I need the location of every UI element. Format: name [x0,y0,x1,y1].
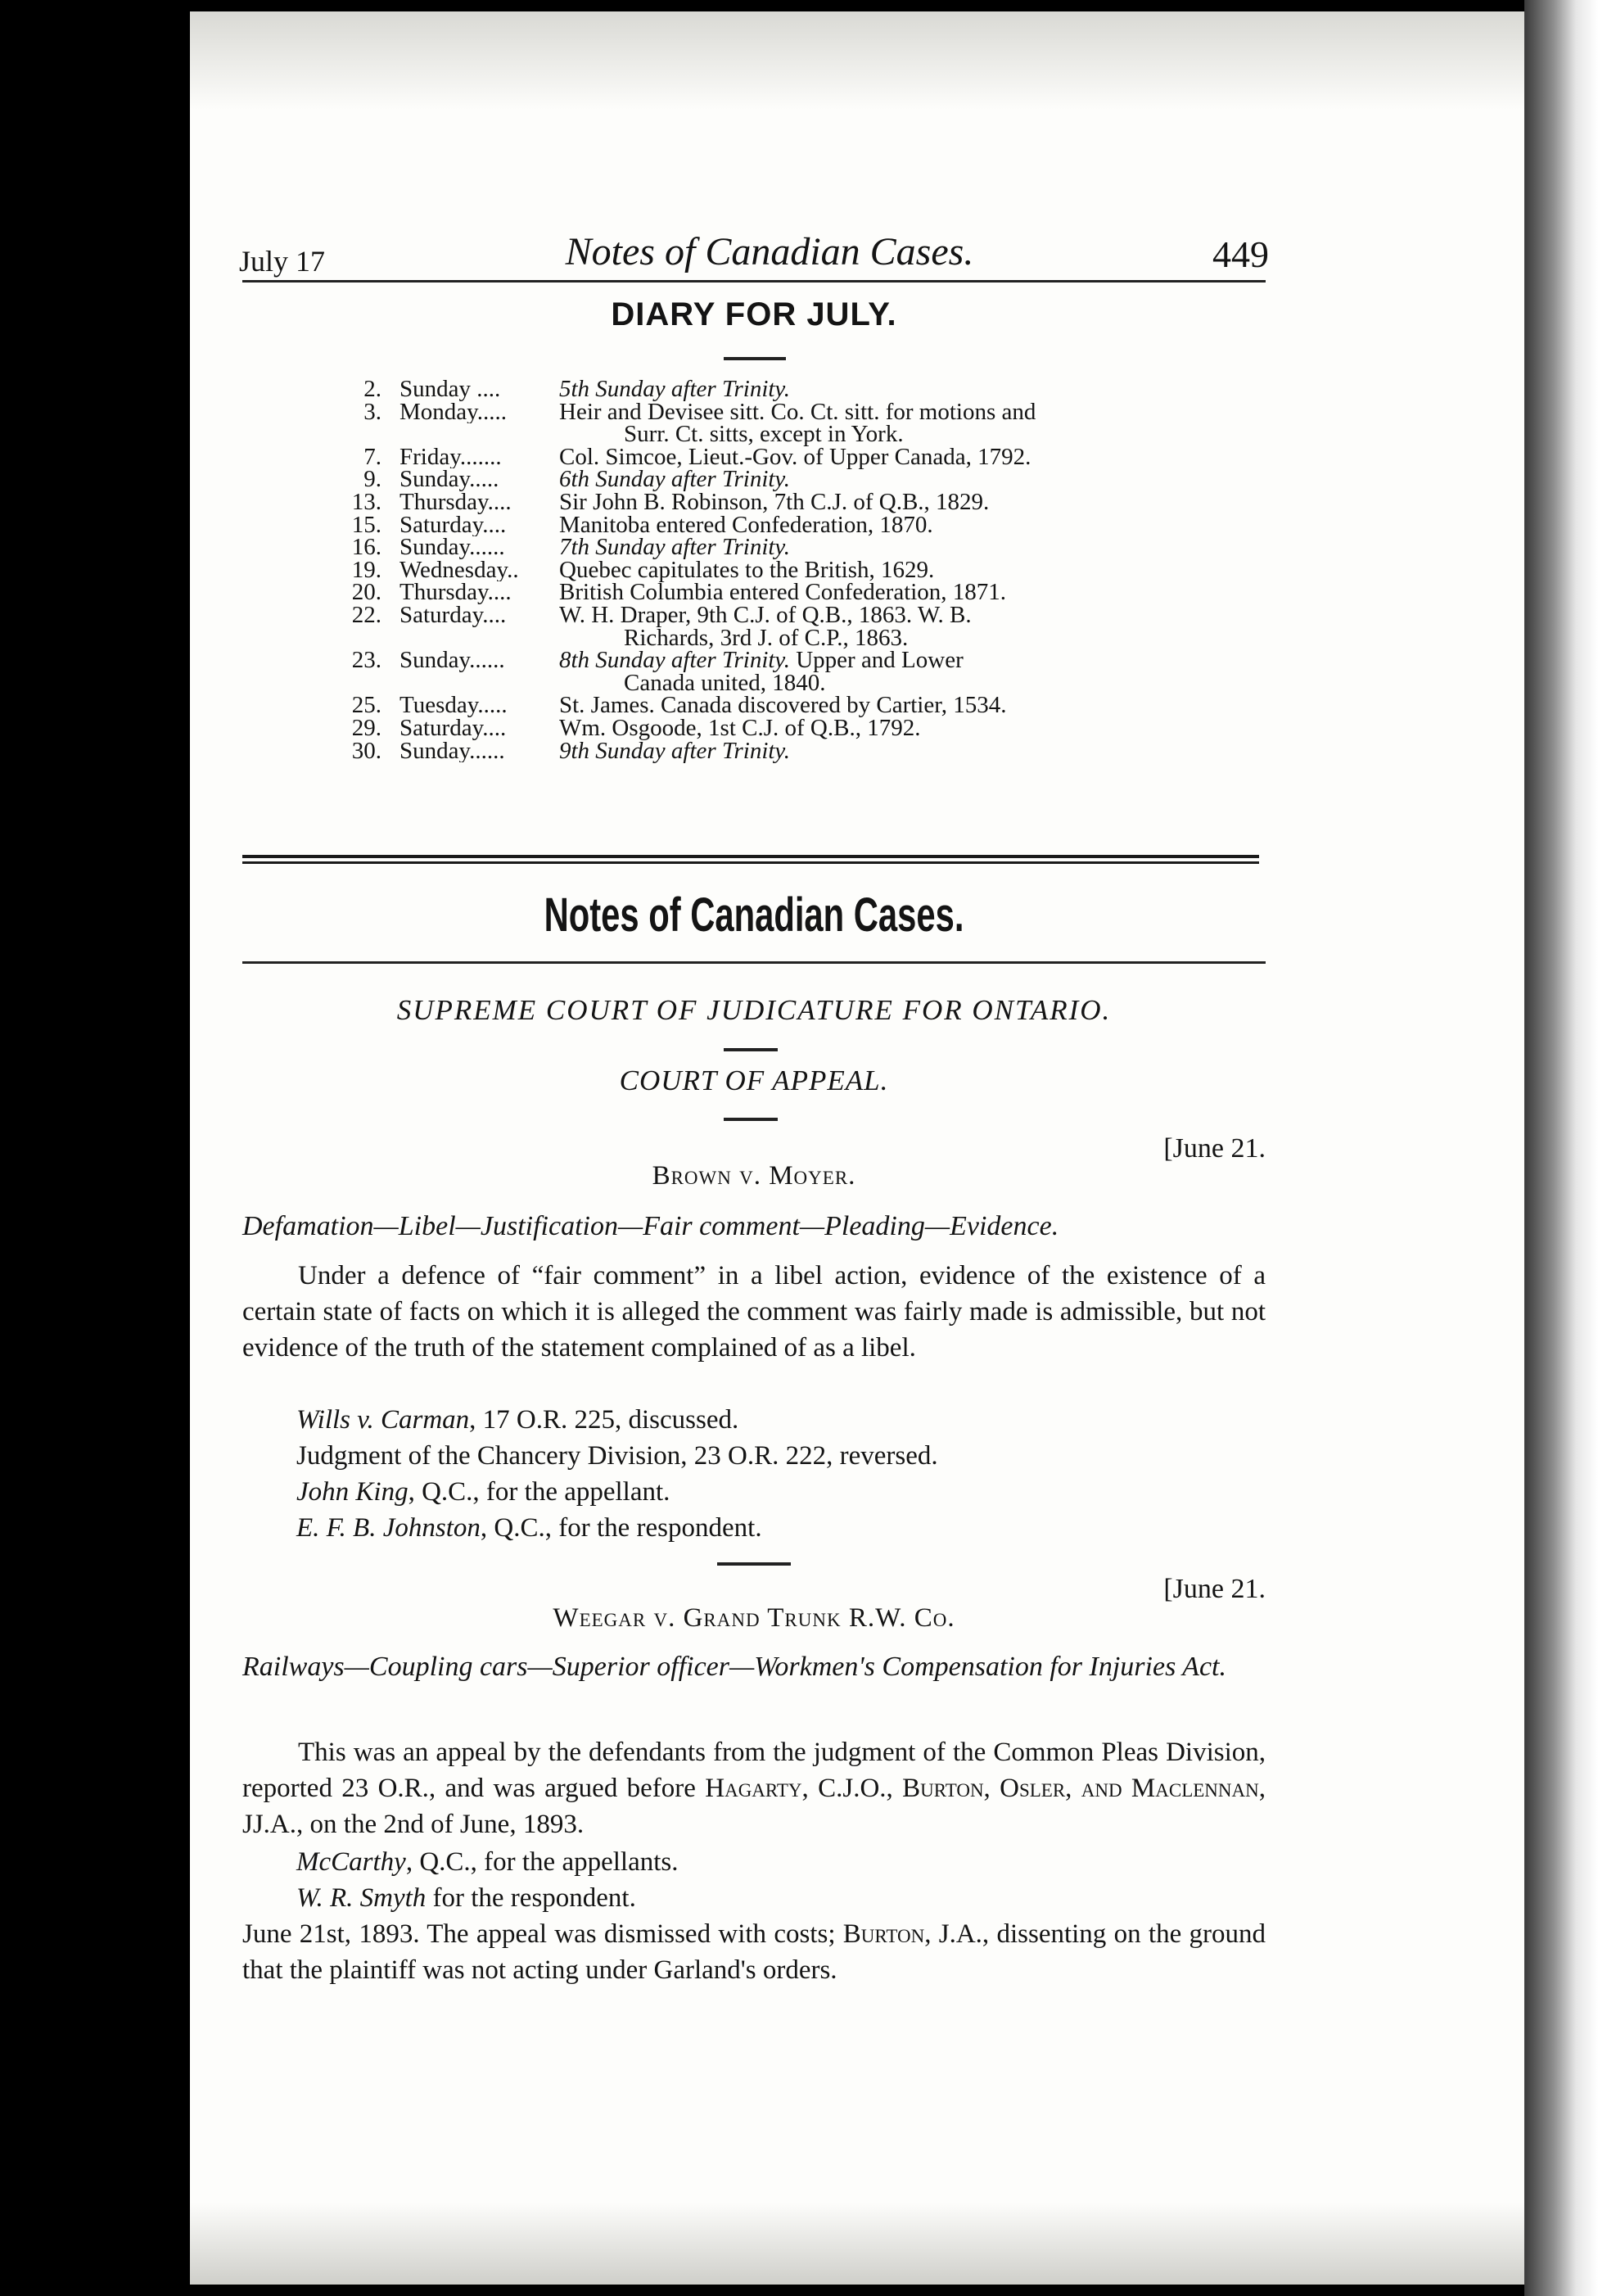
case2-counsel2-name: W. R. Smyth [296,1883,427,1913]
diary-entry-text [559,556,1203,583]
diary-entry-date: 7. [363,443,381,470]
case2-title: Weegar v. Grand Trunk R.W. Co. [553,1603,955,1633]
case1-citation-rest: , 17 O.R. 225, discussed. [469,1405,739,1435]
case1-counsel2-name: E. F. B. Johnston [296,1513,481,1543]
diary-entry-weekday: Sunday...... [400,649,505,672]
case2-counsel-appellant [296,1844,679,1880]
diary-entry-plain: W. H. Draper, 9th C.J. of Q.B., 1863. W. B. [559,601,972,628]
court-rule [724,1048,778,1051]
diary-entry-weekday: Monday..... [400,400,508,424]
diary-entry-date: 2. [363,376,381,402]
diary-entry-continuation [344,423,1203,446]
diary-entry-date: 15. [351,511,381,538]
header-rule [242,280,1266,282]
court-title: SUPREME COURT OF JUDICATURE FOR ONTARIO. [396,994,1112,1026]
diary-entry-text [559,601,1203,628]
diary-entry-text [559,378,1203,401]
diary-entry-plain: Manitoba entered Confederation, 1870. [559,511,933,538]
diary-entry-date: 9. [363,466,381,493]
diary-entry-text [559,443,1203,470]
scan-edge-right [1524,0,1598,2296]
case2-date: [June 21. [1163,1574,1266,1604]
diary-entry-weekday: Thursday.... [400,581,512,604]
case1-counsel1-rest: , Q.C., for the appellant. [408,1477,670,1507]
diary-entry-weekday: Friday....... [400,445,502,469]
scan-shadow-bottom [190,2203,1524,2285]
diary-entry-weekday: Thursday.... [400,490,512,514]
diary-entry-weekday: Sunday...... [400,739,505,763]
case2-body-a: This was an appeal by the defendants from the judgment of the Common Pleas Division, reported 23 O.R., and was argued before [242,1738,1266,1803]
diary-entry-plain: Wm. Osgoode, 1st C.J. of Q.B., 1792. [559,714,921,741]
double-rule [242,855,1259,864]
diary-entry-date: 20. [351,579,381,606]
diary-entry-weekday: Wednesday.. [400,558,519,582]
diary-entry-plain: Sir John B. Robinson, 7th C.J. of Q.B., 1829. [559,488,990,515]
diary-entry-weekday: Sunday..... [400,468,499,491]
court-subtitle: COURT OF APPEAL. [619,1064,889,1096]
diary-entry-date: 3. [363,398,381,425]
diary-entry-date: 16. [351,534,381,561]
diary-entry-plain: St. James. Canada discovered by Cartier, 1534. [559,692,1007,719]
diary-entry [344,511,1203,538]
case2-decision [242,1916,1266,1988]
diary-entry-text [559,536,1203,559]
diary-title-rule [724,357,786,360]
scan-shadow-top [190,11,1524,110]
diary-entry-date: 30. [351,737,381,764]
diary-entry-date: 29. [351,714,381,741]
case1-counsel-respondent [296,1510,762,1546]
case1-counsel2-rest: , Q.C., for the respondent. [480,1513,762,1543]
case1-citation [296,1402,738,1438]
diary-entry-plain: British Columbia entered Confederation, 1871. [559,579,1007,606]
diary-entry-weekday: Saturday.... [400,603,507,627]
diary-entry [344,714,1203,741]
diary-entry-continuation [344,669,1203,696]
diary-entry-date: 13. [351,488,381,515]
diary-entry-plain: Quebec capitulates to the British, 1629. [559,556,935,583]
diary-entry [344,649,1203,672]
running-header-title: Notes of Canadian Cases. [565,230,974,273]
diary-entry-italic: 9th Sunday after Trinity. [559,737,790,764]
court-sub-rule [724,1118,778,1121]
running-header-date: July 17 [239,245,326,278]
case2-judges: Hagarty, C.J.O., Burton, Osler, and Maclennan, JJ.A. [242,1774,1266,1839]
diary-entry-text [559,468,1203,491]
diary-entry-date: 25. [351,692,381,719]
diary-entry-italic: 6th Sunday after Trinity. [559,466,790,493]
case2-body [242,1734,1266,1842]
diary-entry-weekday: Saturday.... [400,513,507,537]
case1-citation-name: Wills v. Carman [296,1405,470,1435]
diary-entry-text [559,398,1203,425]
case1-date: [June 21. [1163,1133,1266,1164]
case-divider-rule [717,1562,791,1566]
diary-entry-italic: 8th Sunday after Trinity. [559,647,790,674]
diary-title: DIARY FOR JULY. [611,296,897,332]
diary-entry [344,601,1203,628]
diary-entry-cont-text: Surr. Ct. sitts, except in York. [624,421,904,448]
case2-counsel2-rest: for the respondent. [426,1883,636,1913]
diary-entry [344,581,1203,604]
case2-decision-a: June 21st, 1893. The appeal was dismissed with costs; [242,1919,843,1949]
diary-entry [344,468,1203,491]
diary-entry-weekday: Tuesday..... [400,694,508,717]
diary-entry-plain: Heir and Devisee sitt. Co. Ct. sitt. for motions and [559,398,1036,425]
case2-counsel1-name: McCarthy [296,1847,406,1877]
diary-entry-weekday: Sunday .... [400,378,501,401]
diary-entry-italic: 5th Sunday after Trinity. [559,376,790,402]
diary-entry-text [559,488,1203,515]
case1-keywords: Defamation—Libel—Justification—Fair comment—Pleading—Evidence. [242,1211,1059,1241]
diary-entry-text [559,649,1203,672]
case2-counsel1-rest: , Q.C., for the appellants. [405,1847,679,1877]
section-title: Notes of Canadian Cases. [544,888,964,942]
diary-entry-cont-text: Canada united, 1840. [624,669,826,696]
diary-entry-text [559,737,1203,764]
diary-entry-text [559,511,1203,538]
case2-counsel-respondent [296,1880,636,1916]
diary-entry-text [559,581,1203,604]
diary-entry [344,378,1203,401]
diary-entry [344,556,1203,583]
diary-entry-cont-text: Richards, 3rd J. of C.P., 1863. [624,624,909,651]
case1-counsel1-name: John King [296,1477,409,1507]
case2-keywords: Railways—Coupling cars—Superior officer—Workmen's Compensation for Injuries Act. [242,1652,1226,1682]
case1-body: Under a defence of “fair comment” in a libel action, evidence of the existence of a certain state of facts on which it is alleged the comment was fairly made is admissible, but not evidence of the truth of the statement complained of as a libel. [242,1261,1266,1363]
diary-entry [344,694,1203,717]
case2-body-b: , on the 2nd of June, 1893. [296,1810,585,1839]
diary-entry [344,443,1203,470]
diary-entry-date: 23. [351,647,381,674]
diary-entry [344,398,1203,425]
diary-entry-plain: Col. Simcoe, Lieut.-Gov. of Upper Canada, 1792. [559,443,1031,470]
diary-entry-date: 22. [351,601,381,628]
case2-decision-judge: Burton [842,1919,925,1949]
diary-entry-italic: 7th Sunday after Trinity. [559,534,790,561]
diary-entry-text [559,714,1203,741]
case1-judgment: Judgment of the Chancery Division, 23 O.R. 222, reversed. [296,1441,938,1471]
diary-entry-plain: Upper and Lower [789,647,964,674]
diary-entry [344,488,1203,515]
diary-entry [344,737,1203,764]
diary-entry-text [559,694,1203,717]
case2-decision-b: , J.A., dissenting on the ground that the plaintiff was not acting under Garland's orders. [242,1919,1266,1985]
page-number: 449 [1212,233,1269,275]
diary-entry-continuation [344,624,1203,651]
diary-entry-date: 19. [351,556,381,583]
diary-entry-weekday: Saturday.... [400,716,507,740]
section-rule [242,961,1266,964]
diary-entry-weekday: Sunday...... [400,536,505,559]
diary-list [344,378,1203,762]
case1-title: Brown v. Moyer. [652,1161,856,1191]
diary-entry [344,536,1203,559]
case1-counsel-appellant [296,1474,670,1510]
